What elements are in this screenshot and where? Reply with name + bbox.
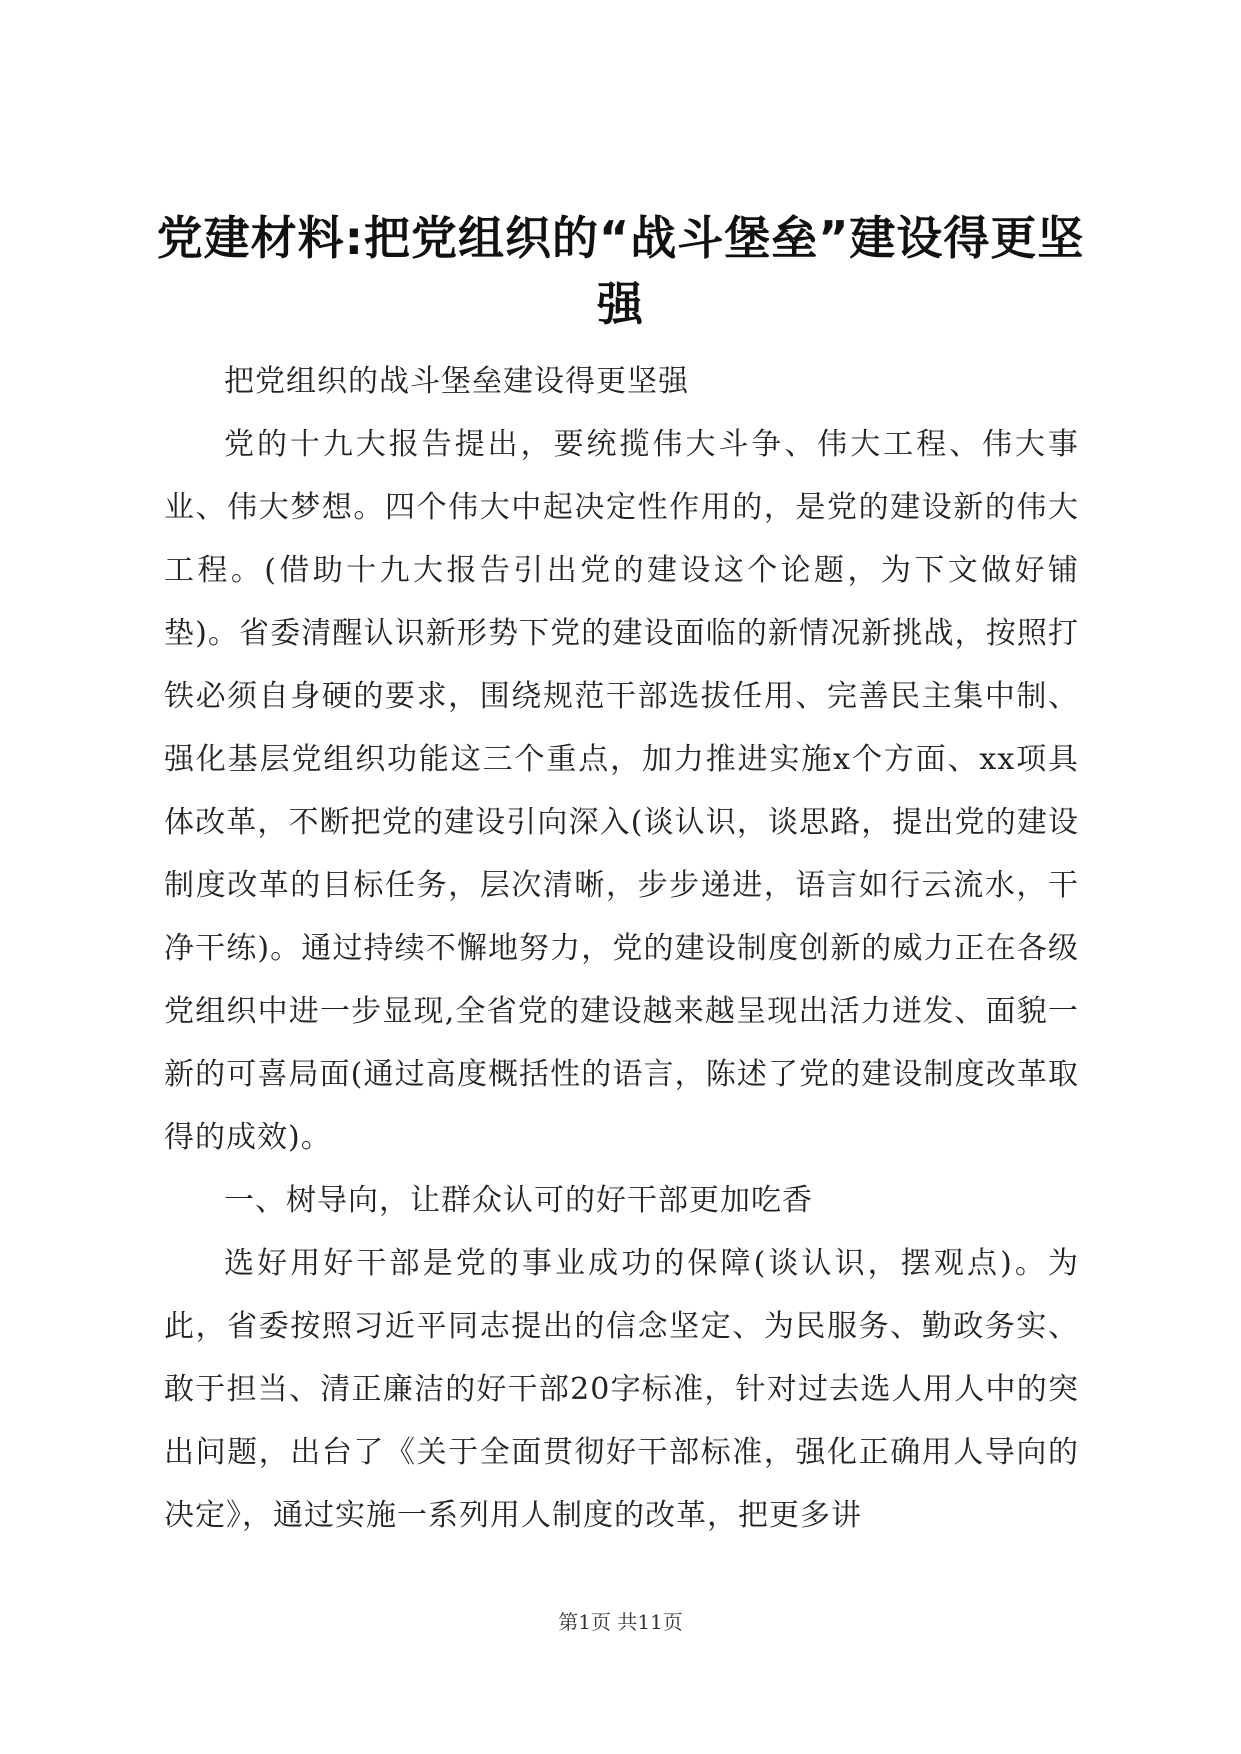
document-title: 党建材料:把党组织的“战斗堡垒”建设得更坚强 bbox=[156, 211, 1085, 331]
document-body bbox=[164, 350, 1079, 1547]
section-paragraph: 选好用好干部是党的事业成功的保障(谈认识，摆观点)。为此，省委按照习近平同志提出的信念坚定、为民服务、勤政务实、敢于担当、清正廉洁的好干部20字标准，针对过去选人用人中的突出问题，出台了《关于全面贯彻好干部标准，强化正确用人导向的决定》，通过实施一系列用人制度的改革，把更多讲 bbox=[164, 1246, 1079, 1533]
subtitle-paragraph: 把党组织的战斗堡垒建设得更坚强 bbox=[224, 364, 689, 399]
section-heading: 一、树导向，让群众认可的好干部更加吃香 bbox=[224, 1183, 813, 1218]
page-number: 第1页 共11页 bbox=[558, 1610, 683, 1634]
intro-paragraph: 党的十九大报告提出，要统揽伟大斗争、伟大工程、伟大事业、伟大梦想。四个伟大中起决定性作用的，是党的建设新的伟大工程。(借助十九大报告引出党的建设这个论题，为下文做好铺垫)。省委清醒认识新形势下党的建设面临的新情况新挑战，按照打铁必须自身硬的要求，围绕规范干部选拔任用、完善民主集中制、强化基层党组织功能这三个重点，加力推进实施x个方面、xx项具体改革，不断把党的建设引向深入(谈认识，谈思路，提出党的建设制度改革的目标任务，层次清晰，步步递进，语言如行云流水，干净干练)。通过持续不懈地努力，党的建设制度创新的威力正在各级党组织中进一步显现,全省党的建设越来越呈现出活力迸发、面貌一新的可喜局面(通过高度概括性的语言，陈述了党的建设制度改革取得的成效)。 bbox=[164, 427, 1079, 1155]
